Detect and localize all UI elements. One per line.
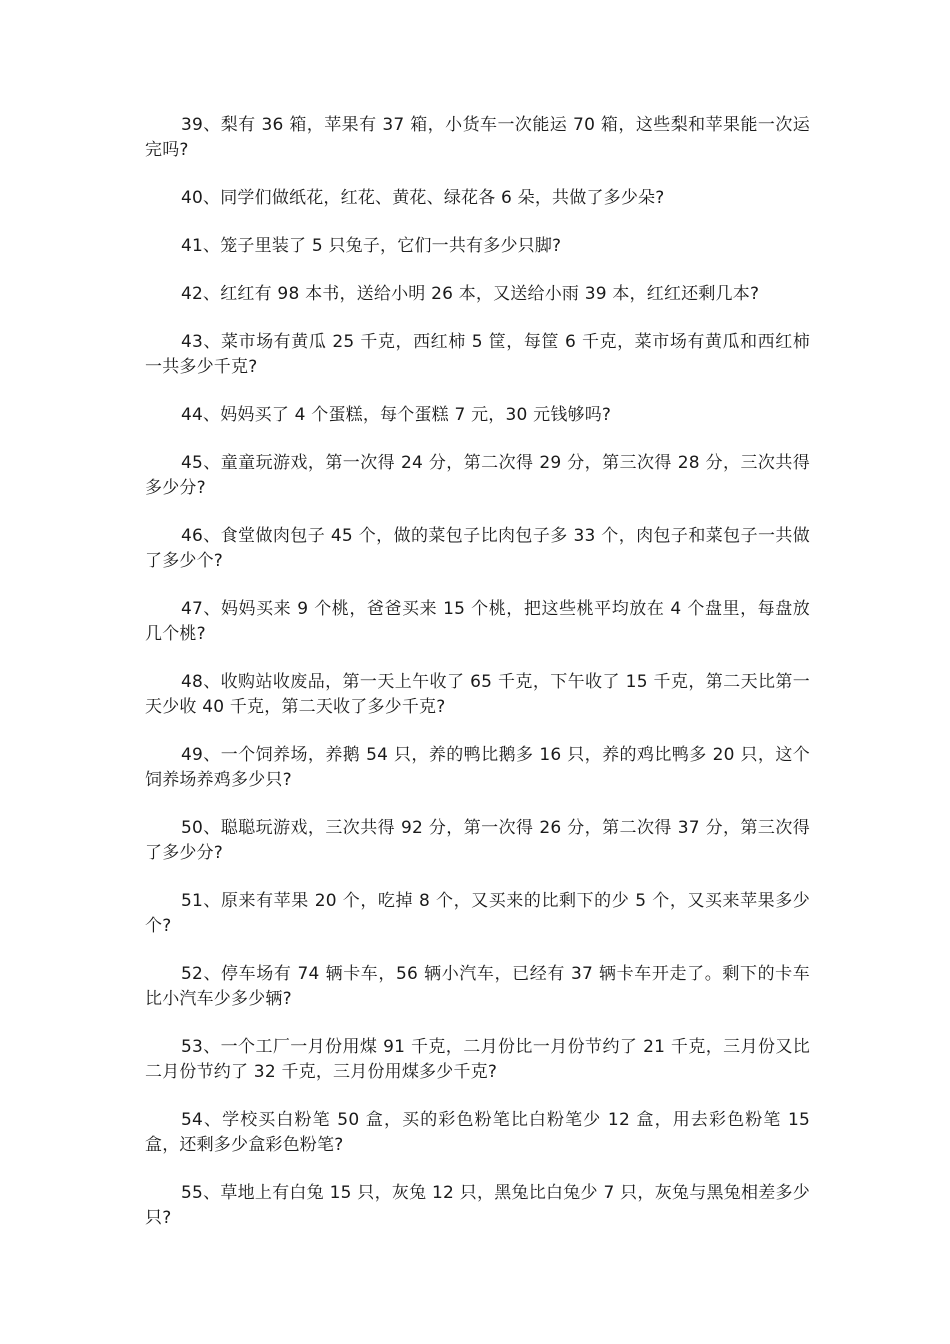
problem-53: 53、一个工厂一月份用煤 91 千克，二月份比一月份节约了 21 千克，三月份又比二月份节约了 32 千克，三月份用煤多少千克?: [145, 1037, 810, 1082]
problem-46: 46、食堂做肉包子 45 个，做的菜包子比肉包子多 33 个，肉包子和菜包子一共做了多少个?: [145, 526, 810, 571]
problem-52: 52、停车场有 74 辆卡车，56 辆小汽车，已经有 37 辆卡车开走了。剩下的卡车比小汽车少多少辆?: [145, 964, 810, 1009]
problem-45: 45、童童玩游戏，第一次得 24 分，第二次得 29 分，第三次得 28 分，三次共得多少分?: [145, 453, 810, 498]
problem-49: 49、一个饲养场，养鹅 54 只，养的鸭比鹅多 16 只，养的鸡比鸭多 20 只，这个饲养场养鸡多少只?: [145, 745, 810, 790]
problem-47: 47、妈妈买来 9 个桃，爸爸买来 15 个桃，把这些桃平均放在 4 个盘里，每盘放几个桃?: [145, 599, 810, 644]
problem-42: 42、红红有 98 本书，送给小明 26 本，又送给小雨 39 本，红红还剩几本?: [181, 284, 760, 304]
word-problem-list: [145, 113, 810, 1254]
problem-40: 40、同学们做纸花，红花、黄花、绿花各 6 朵，共做了多少朵?: [181, 188, 665, 208]
problem-51: 51、原来有苹果 20 个，吃掉 8 个，又买来的比剩下的少 5 个，又买来苹果多少个?: [145, 891, 810, 936]
problem-55: 55、草地上有白兔 15 只，灰兔 12 只，黑兔比白兔少 7 只，灰兔与黑兔相差多少只?: [145, 1183, 810, 1228]
problem-43: 43、菜市场有黄瓜 25 千克，西红柿 5 筐，每筐 6 千克，菜市场有黄瓜和西红柿一共多少千克?: [145, 332, 810, 377]
problem-54: 54、学校买白粉笔 50 盒，买的彩色粉笔比白粉笔少 12 盒，用去彩色粉笔 15 盒，还剩多少盒彩色粉笔?: [145, 1110, 810, 1155]
problem-48: 48、收购站收废品，第一天上午收了 65 千克，下午收了 15 千克，第二天比第一天少收 40 千克，第二天收了多少千克?: [145, 672, 810, 717]
problem-44: 44、妈妈买了 4 个蛋糕，每个蛋糕 7 元，30 元钱够吗?: [181, 405, 612, 425]
problem-50: 50、聪聪玩游戏，三次共得 92 分，第一次得 26 分，第二次得 37 分，第三次得了多少分?: [145, 818, 810, 863]
problem-39: 39、梨有 36 箱，苹果有 37 箱，小货车一次能运 70 箱，这些梨和苹果能一次运完吗?: [145, 115, 810, 160]
problem-41: 41、笼子里装了 5 只兔子，它们一共有多少只脚?: [181, 236, 562, 256]
